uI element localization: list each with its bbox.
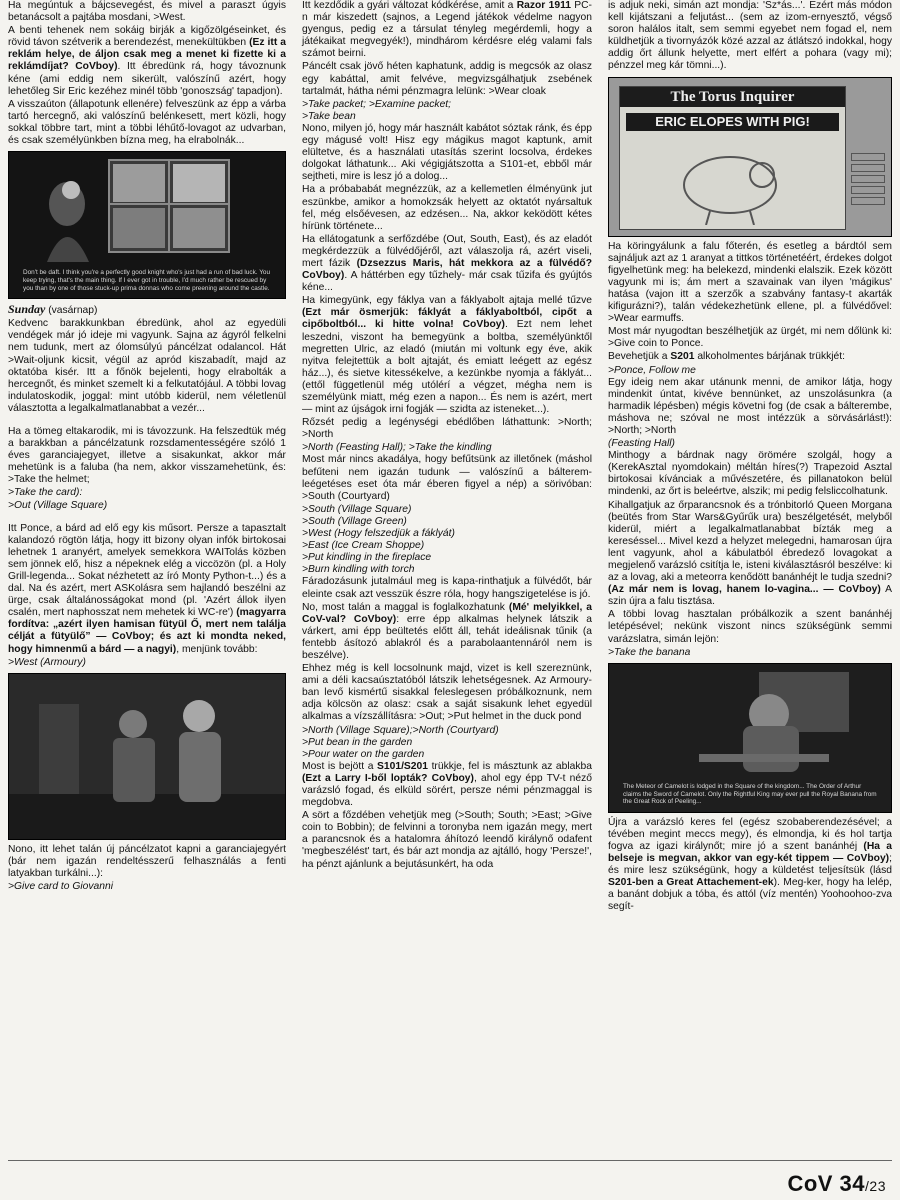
cracker-group: Razor 1911 bbox=[516, 0, 571, 11]
pig-sketch bbox=[650, 145, 810, 225]
magazine-issue: CoV 34 bbox=[787, 1171, 866, 1196]
paragraph: Ha kimegyünk, egy fáklya van a fáklyabolt ajtaja mellé tűzve (Ezt már ösmerjük: fáklyát a fáklyaboltból, cipőt a cipőboltból... ki hitte volna! CoVboy). Ezt nem lehet leszedni, viszont ha bemegyünk a boltba, személyünktől megretten Ulric, az eladó (miután mi voltunk egy éve, akik nyitva felejtettük a bolt ajtaját, és emiatt leégett az egész ház...), és sietve kitessékelve, a kezünkbe nyomja a fáklyát... (ettől függetlenül még utólérí a végzet, mégha nem is személyünk miatt, még ezen a napon... És nem is azért, mert — mint az újságok irni fogják — szidta az isteneket...). bbox=[302, 295, 592, 416]
game-screenshot-wizard bbox=[608, 663, 892, 813]
game-command: >West (Armoury) bbox=[8, 656, 86, 668]
column-2 bbox=[302, 0, 592, 872]
paragraph: Nono, itt lehet talán új páncélzatot kapni a garanciajegyért (bár nem igazán rendeltésszerű felhasználás a fenti latyakban turkálni...): bbox=[8, 843, 286, 879]
paragraph: A többi lovag hasztalan próbálkozik a szent banánhéj letépésével; nekünk viszont nincs szükségünk semmi varázslatra, simán lejön: bbox=[608, 609, 892, 645]
editor-note: (Ha a belseje is megvan, akkor van egy-két tippem — CoVboy) bbox=[608, 840, 892, 865]
paragraph: Újra a varázsló keres fel (egész szobaberendezésével; a tévében megint meccs megy), és elmondja, ki és hol tartja fogva az igazi királynőt; mire jó a szent banánhéj (Ha a belseje is megvan, akkor van egy-két tippem — CoVboy); és mire lesz szükségünk, hogy a küldetést teljesítsük (lásd S201-ben a Great Attachement-ek). Meg-ker, hogy ha lelép, a banánt dobjuk a tóba, és attól (víz mentén) Yoohoohoo-zva segít- bbox=[608, 816, 893, 913]
editor-note: (Az már nem is lovag, hanem lo-vagina... — CoVboy) bbox=[608, 584, 881, 596]
column-1 bbox=[8, 0, 286, 893]
game-command: >North (Feasting Hall); >Take the kindling bbox=[302, 442, 492, 454]
paragraph: A benti tehenek nem sokáig birják a kigőzölgéseinket, és rövid távon szétverik a berendezést, menekültükben (Ez itt a reklám helye, de áljon csak meg a menet ki fizette ki a reklámdíjat? CoVboy). Itt ébredünk rá, hogy távoznunk kéne (ami eddig nem sikerült, valószínű azért, hogy lehetőleg Sir Eric kezéhez minél több 'gonoszság' tapadjon). bbox=[8, 25, 286, 97]
game-command: >North (Village Square);>North (Courtyard) bbox=[302, 724, 499, 736]
editor-note: (Dzsezzus Maris, hát mekkora az a fülvédő? CoVboy) bbox=[302, 257, 592, 282]
paragraph: Ha a próbababát megnézzük, az a kellemetlen élményünk jut eszünkbe, amikor a homokzsák helyett az oktatót nyársaltuk fel, még elsőévesen, az edzésen... Na, akkor keködött kétes hírünk története... bbox=[302, 184, 592, 232]
editor-note: (Ezt már ösmerjük: fáklyát a fáklyaboltból, cipőt a cipőboltból... ki hitte volna! CoVboy) bbox=[302, 307, 592, 331]
paragraph: Sunday (vasárnap) bbox=[8, 302, 98, 317]
newspaper-buttons bbox=[851, 153, 885, 208]
game-command: >Pour water on the garden bbox=[302, 748, 425, 760]
newspaper bbox=[619, 86, 846, 230]
paragraph: A sört a főzdében vehetjük meg (>South; South; >East; >Give coin to Bobbin); de felvinni a toronyba nem igazán megy, mert a parancsnok és a hatalomra áhítozó leendő királynő odafent 'megbeszélést' tart, és bár azt mondja az ajtálló, hogy 'Persze!', ha pénzt ajánlunk a bejutásunkért, ha oda bbox=[302, 810, 592, 870]
paragraph: Ehhez még is kell locsolnunk majd, vizet is kell szereznünk, ami a déli kacsaúsztatóból látszik lehetségesnek. Az Armoury-ban levő kismértű sisakkal feleslegesen próbálkoznunk, nem adja kölcsön az olasz: csak a saját sisakunk lehet egyedül alkalmas a vízszállításra: >Out; >Put helmet in the duck pond bbox=[302, 663, 592, 723]
paragraph: Páncélt csak jövő héten kaphatunk, addig is megcsók az olasz egy kabáttal, amit felvéve, megvizsgálhatjuk zsebének tartalmát, hátha némi pénzmagra lelünk: >Wear cloak bbox=[302, 61, 592, 97]
game-command: >South (Village Square) bbox=[302, 503, 412, 515]
sunday-heading: Sunday bbox=[8, 302, 46, 317]
paragraph: Ha ellátogatunk a serfőzdébe (Out, South, East), és az eladót megkérdezzük a fülvédőjéről, azt válaszolja rá, azért viseli, mert fázik (Dzsezzus Maris, hát mekkora az a fülvédő? CoVboy). A háttérben egy tűzhely- már csak tűzifa és gyújtós kéne... bbox=[302, 233, 592, 294]
paragraph: Most is bejött a S101/S201 trükkje, fel is másztunk az ablakba (Ezt a Larry I-ből lopták? CoVboy), ahol egy épp TV-t néző varázsló fogad, és elküld sörért, persze némi pénzmaggal is megdobva. bbox=[302, 760, 592, 809]
paragraph: Minthogy a bárdnak nagy örömére szolgál, hogy a (KerekAsztal nyomdokain) méltán híres(?) Trapezoid Asztal birtokosai kívánciak a művészetére, és pillanatokon belül mindenki, az őrt is beleértve, alszik; mi pedig felsliccolhatunk. bbox=[608, 450, 892, 498]
page-number: /23 bbox=[865, 1178, 886, 1194]
game-screenshot-princess bbox=[8, 151, 286, 299]
newspaper-title: The Torus Inquirer bbox=[620, 87, 845, 107]
paragraph: Kihallgatjuk az őrparancsnok és a trónbitorló Queen Morgana (beütés from Star Wars&Gyűrűk ura) beszélgetését, melyből kiderül, miért a legalkalmatlanabbat bízták meg a kereséssel... Mivel kezd a helyzet melegedni, hamarosan újra lent vagyunk, ahol a kábulatból ébredező lovagokat a megjelenő varázsló csitítja le, isteni kiválasztásról beszélve: ki az a lovag, aki a meteorra kenődött banánhéjt le tudja szedni? (Az már nem is lovag, hanem lo-vagina... — CoVboy) A szin újra a falu tisztása. bbox=[608, 499, 892, 608]
game-command: >Take the card): bbox=[8, 487, 83, 499]
paragraph: Itt kezdődik a gyári változat kódkérése, amit a Razor 1911 PC-n már kiszedett (sajnos, a Legend játékok védelme nagyon gyengus, pedig ez a társulat tényleg megérdemli, hogy a játékaikat megvegyék!), mindhárom kérdésre elég valami fals számot beirni. bbox=[302, 0, 592, 60]
game-screenshot-armoury bbox=[8, 673, 286, 840]
editor-note: (Ezt a Larry I-ből lopták? CoVboy) bbox=[302, 772, 474, 784]
editor-note: (magyarra fordítva: „azért ilyen hamisan fütyül Ő, mert nem találja célját a fütyülő” — CoVboy; és azt ki mondta neked, hogy himnenmű a bárd — a nagyi) bbox=[8, 607, 286, 655]
magazine-footer bbox=[787, 1171, 886, 1197]
paragraph: Kedvenc barakkunkban ébredünk, ahol az egyedüli vendégek már jó ideje mi vagyunk. Sajna az ágyról felkelni nem tudunk, mert az ólomsúlyú páncélzat odalancol. Hát >Wait-oljunk kicsit, végül az apród kiszabadít, majd az oktatóba kisér. Itt a főnök bejelenti, hogy elrabolták a hercegnőt, és minket szemelt ki a felkutatójául. A többi lovag indulatoskodik, joggal: mint utóbb kiderül, nem véletlenül választotta a legalkalmatlanabbat a vezér... bbox=[8, 318, 286, 414]
paragraph: Bevehetjük a S201 alkoholmentes bárjának trükkjét: bbox=[608, 351, 845, 363]
paragraph: Ha megúntuk a bájcsevegést, és mivel a paraszt úgyis betanácsolt a pajtába mosdani, >West. bbox=[8, 0, 286, 24]
paragraph: Most már nincs akadálya, hogy befűtsünk az illetőnek (máshol befűteni nem igazán tudunk — valószínű a bálterem-leégetéses eset óta már éberen figyel a nép) a sörivóban: >South (Courtyard) bbox=[302, 454, 592, 502]
game-command: >Take the banana bbox=[608, 646, 691, 658]
game-command: >Ponce, Follow me bbox=[608, 364, 696, 376]
screenshot-caption: The Meteor of Camelot is lodged in the Square of the kingdom... The Order of Arthur claims the Sword of Camelot. Only the Rightful King may ever pull the Royal Banana from the Great Rock of Peeling... bbox=[623, 782, 877, 806]
game-command: >Give card to Giovanni bbox=[8, 881, 114, 893]
game-command: >Burn kindling with torch bbox=[302, 564, 415, 576]
game-command: >Take bean bbox=[302, 110, 356, 122]
paragraph: Egy ideig nem akar utánunk menni, de amikor látja, hogy mindenkit úntat, kivéve bennünket, az unszolásunkra (a harmadik lépésben) mégis követni fog (de csak a bálterembe, máshova ne; szóval ne most intézzük a sörvásárlást!): >North; >North bbox=[608, 376, 892, 436]
paragraph: Rőzsét pedig a legénységi ebédlőben láthattunk: >North; >North bbox=[302, 417, 592, 441]
paragraph: Ha a tömeg eltakarodik, mi is távozzunk. Ha felszedtük még a barakkban a páncélzatunk rozsdamentességére szóló 1 éves garanciajegyet, illetve a sisakunkat, akkor már mehetünk is a faluba (ha nem, akkor visszamehetünk, és: >Take the helmet; bbox=[8, 425, 286, 486]
editor-note: (Ez itt a reklám helye, de áljon csak meg a menet ki fizette ki a reklámdíjat? CoVboy) bbox=[8, 37, 286, 73]
game-command: >Take packet; >Examine packet; bbox=[302, 98, 452, 110]
footer-rule bbox=[8, 1160, 892, 1161]
paragraph: Itt Ponce, a bárd ad elő egy kis műsort. Persze a tapasztalt kalandozó rögtön látja, hogy itt bizony olyan infók birtokosai lehetnek 1 aranyért, amelyek semekkora WAITolás közben sem jönnek elő, hisz a népeknek elég a viccözön (pl. a Holy Grill-legenda... Sokat nézhetett az író Monty Python-t...) és a dal. Na és azért, mert ASKolásra sem hajlandó beszélni az ürge, csak általánosságokat mond (pl. 'Azért állok ilyen csalén, mert naphosszat nem mehetek ki WC-re') (magyarra fordítva: „azért ilyen hamisan fütyül Ő, mert nem találja célját a fütyülő” — CoVboy; és azt ki mondta neked, hogy himnenmű a bárd — a nagyi), menjünk tovább: bbox=[8, 522, 286, 655]
paragraph: A visszaúton (állapotunk ellenére) felveszünk az épp a várba tartó hercegnő, aki valószínű belénkesett, mert közli, hogy sokkal többre tart, mint a többi léhűtő-lovagot az udvarban, és csak személyünkben bízna meg, ha elrabolnák... bbox=[8, 98, 286, 147]
paragraph: Nono, milyen jó, hogy már használt kabátot sóztak ránk, és épp egy mágusé volt! Hisz egy mágikus magot kaptunk, amit elültetve, és a használati utasítás szerint locsolva, érdekes dolgokat láthatunk... Aki végigjátszotta a S101-et, ebből már sejtheti, mire is lesz jó a dolog... bbox=[302, 122, 592, 183]
paragraph: is adjuk neki, simán azt mondja: 'Sz*ás...'. Ezért más módon kell kijátszani a feljutást... (sem az izom-ernyesztő, végső soron halálos italt, sem semmi egyebet nem fogad el, nem küldhetjük a tivornyázók közé azzal az átlátszó indokkal, hogy addig őrt állunk helyette, mert elfért a pohara (vagy mi); pénzzel meg kár tömni...). bbox=[608, 0, 892, 72]
game-screenshot-newspaper bbox=[608, 77, 892, 237]
game-command: >West (Hogy felszedjük a fáklyát) bbox=[302, 528, 455, 540]
armoury-illustration bbox=[9, 674, 286, 839]
newspaper-headline: ERIC ELOPES WITH PIG! bbox=[626, 113, 839, 131]
paragraph: Most már nyugodtan beszélhetjük az ürgét, mi nem dőlünk ki: >Give coin to Ponce. bbox=[608, 326, 892, 350]
game-command: >South (Village Green) bbox=[302, 515, 407, 527]
game-command: >Out (Village Square) bbox=[8, 499, 108, 511]
paragraph: Fáradozásunk jutalmául meg is kapa-rinthatjuk a fülvédőt, bár eleinte csak azt vesszük észre róla, hogy hangszigetelése is jó. bbox=[302, 576, 592, 600]
paragraph: Ha köringyálunk a falu főterén, és esetleg a bárdtól sem sajnáljuk azt az 1 aranyat a tittkos történetéért, érdekes dolgot figyelhetünk meg: ha belekezd, mindenki elalszik. Ezek között vagyunk mi is; ám mert a szavainak van ilyen 'mágikus' hatása (vajon itt a szerzők a szabvány fantasy-t akarták kifigurázni?), talán védekezhetünk ellene, pl. a fülvédővel: >Wear earmuffs. bbox=[608, 240, 892, 325]
paragraph: No, most talán a maggal is foglalkozhatunk (Mé' melyikkel, a CoV-val? CoVboy): erre épp alkalmas helynek látszik a várkert, ami épp beültetés előtt áll, tehát ideálisnak tűnik (a fentebb ásítozó ablakról és a parabolaantennáról nem is beszélve). bbox=[302, 601, 592, 661]
game-command: >Put kindling in the fireplace bbox=[302, 552, 432, 564]
screenshot-caption: Don't be daft. I think you're a perfectly good knight who's just had a run of bad luck. You keep trying, that's the main thing. If I ever got in trouble, I'd much rather be rescued by you than by one of those stuck-up prima donnas who come preening around the castle. bbox=[23, 269, 271, 292]
game-command: >East (Ice Cream Shoppe) bbox=[302, 540, 425, 552]
editor-note: (Mé' melyikkel, a CoV-val? CoVboy) bbox=[302, 601, 592, 625]
game-command: (Feasting Hall) bbox=[608, 438, 675, 450]
column-3 bbox=[608, 0, 892, 915]
game-command: >Put bean in the garden bbox=[302, 736, 413, 748]
